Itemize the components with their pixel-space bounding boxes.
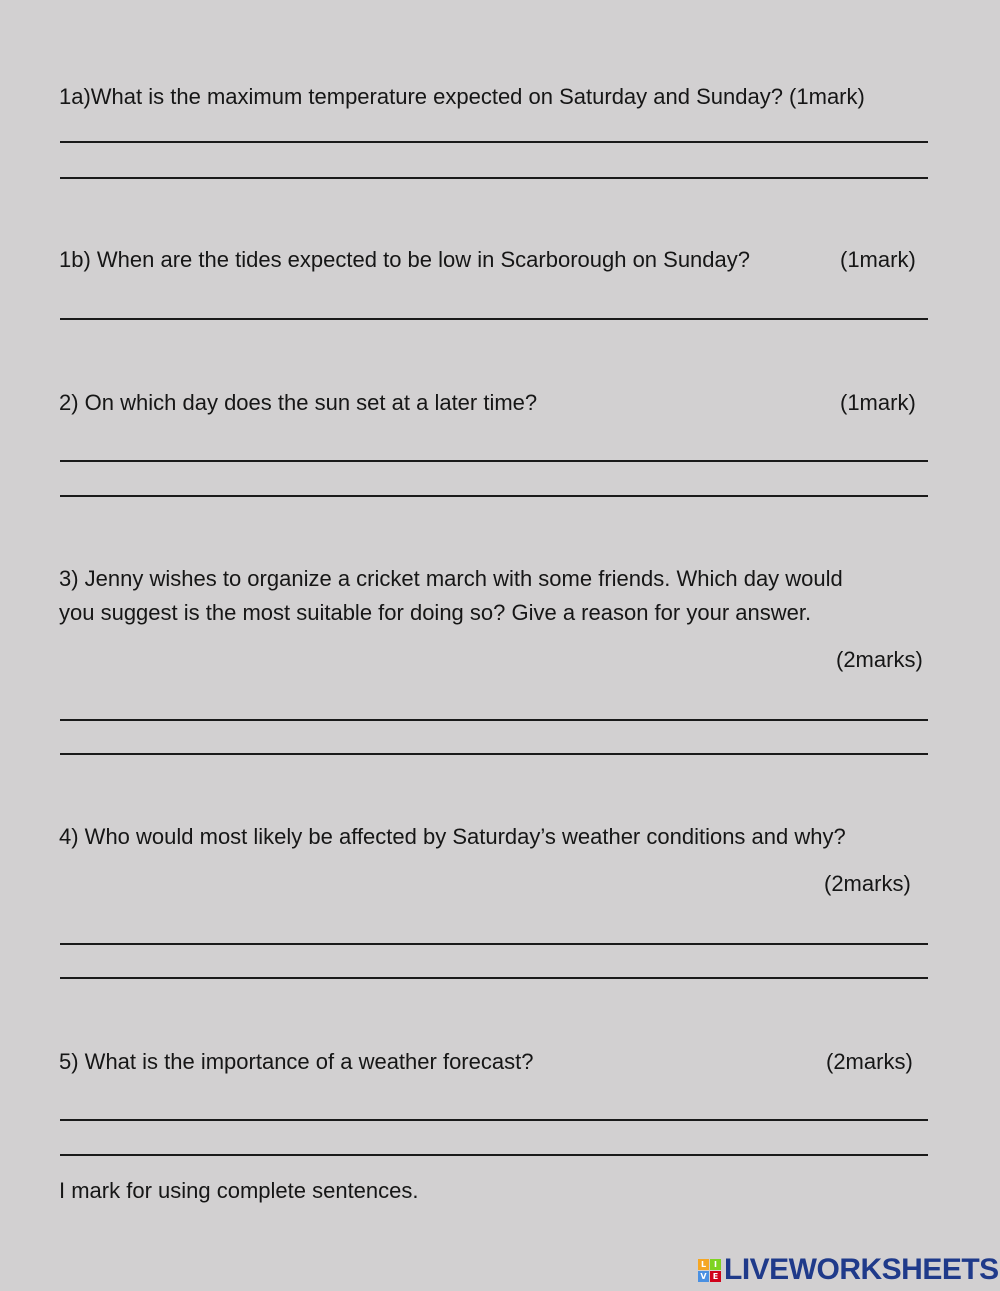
answer-line[interactable] [60, 141, 928, 143]
answer-line[interactable] [60, 977, 928, 979]
question-1a: 1a)What is the maximum temperature expected on Saturday and Sunday? (1mark) [59, 84, 865, 109]
logo-block: I [710, 1259, 721, 1270]
question-5: 5) What is the importance of a weather forecast? [59, 1049, 534, 1074]
logo-block: E [710, 1271, 721, 1282]
logo-block: L [698, 1259, 709, 1270]
answer-line[interactable] [60, 753, 928, 755]
answer-line[interactable] [60, 1154, 928, 1156]
complete-sentences-note: I mark for using complete sentences. [59, 1178, 419, 1203]
question-1b: 1b) When are the tides expected to be low in Scarborough on Sunday? [59, 247, 751, 272]
answer-line[interactable] [60, 318, 928, 320]
liveworksheets-logo [698, 1254, 999, 1286]
question-5-mark: (2marks) [826, 1049, 913, 1074]
answer-line[interactable] [60, 495, 928, 497]
answer-line[interactable] [60, 177, 928, 179]
answer-line[interactable] [60, 719, 928, 721]
question-3-mark: (2marks) [836, 647, 923, 672]
answer-line[interactable] [60, 1119, 928, 1121]
logo-blocks-icon [698, 1259, 721, 1282]
answer-line[interactable] [60, 943, 928, 945]
question-4-mark: (2marks) [824, 871, 911, 896]
question-2: 2) On which day does the sun set at a later time? [59, 390, 538, 415]
question-3-line-1: 3) Jenny wishes to organize a cricket march with some friends. Which day would [59, 566, 843, 591]
logo-text: LIVEWORKSHEETS [724, 1253, 999, 1286]
question-3-line-2: you suggest is the most suitable for doing so? Give a reason for your answer. [59, 600, 812, 625]
answer-line[interactable] [60, 460, 928, 462]
question-2-mark: (1mark) [840, 390, 916, 415]
question-1b-mark: (1mark) [840, 247, 916, 272]
question-4: 4) Who would most likely be affected by Saturday’s weather conditions and why? [59, 824, 846, 849]
logo-block: V [698, 1271, 709, 1282]
